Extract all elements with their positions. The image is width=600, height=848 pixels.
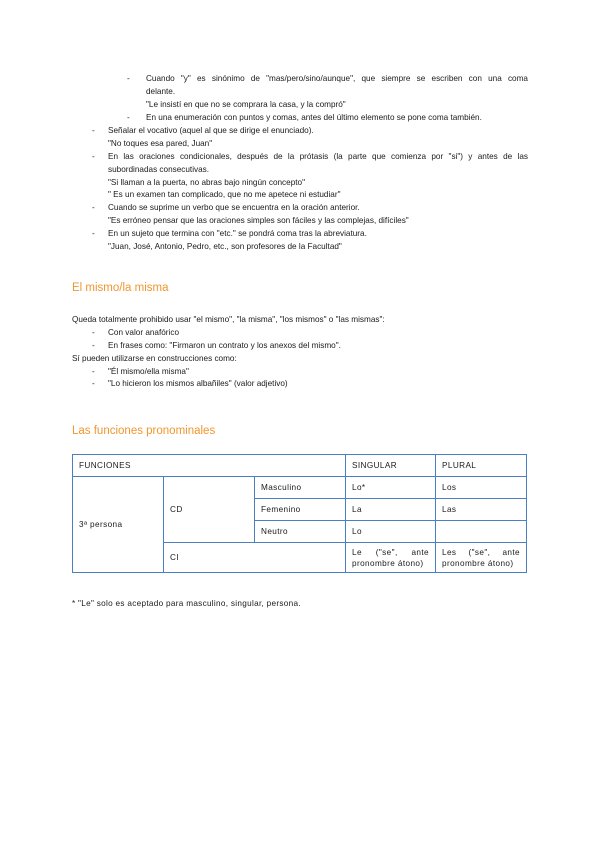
list-item-condicionales-cont: subordinadas consecutivas. — [108, 165, 210, 174]
list-item-condicionales: En las oraciones condicionales, después de la prótasis (la parte que comienza por "si") y antes de las — [108, 152, 528, 161]
cell-masc-plural: Los — [436, 477, 527, 499]
bullet-dash: - — [92, 379, 95, 388]
cell-masc-singular: Lo* — [346, 477, 436, 499]
list-item-enumeracion: En una enumeración con puntos y comas, antes del último elemento se pone coma también. — [146, 113, 482, 122]
example-text: "Juan, José, Antonio, Pedro, etc., son profesores de la Facultad" — [108, 242, 342, 251]
cell-tercera-persona: 3ª persona — [73, 477, 164, 573]
list-item-y-sinonimo: Cuando "y" es sinónimo de "mas/pero/sino/aunque", que siempre se escriben con una coma — [146, 74, 528, 83]
cell-femenino: Femenino — [255, 499, 346, 521]
bullet-dash: - — [127, 74, 130, 83]
paragraph-permitido: Sí pueden utilizarse en construcciones como: — [72, 354, 237, 363]
list-item-etc: En un sujeto que termina con "etc." se pondrá coma tras la abreviatura. — [108, 229, 367, 238]
header-plural: PLURAL — [436, 455, 527, 477]
section-heading-mismo: El mismo/la misma — [72, 282, 169, 294]
example-text: "No toques esa pared, Juan" — [108, 139, 213, 148]
cell-cd: CD — [164, 477, 255, 543]
section-heading-funciones: Las funciones pronominales — [72, 425, 216, 437]
cell-ci-singular: Le ("se", ante pronombre átono) — [346, 543, 436, 573]
list-item-y-sinonimo-cont: delante. — [146, 87, 176, 96]
bullet-dash: - — [92, 203, 95, 212]
table-footnote: * "Le" solo es aceptado para masculino, singular, persona. — [72, 599, 301, 608]
pronoun-functions-table — [72, 454, 527, 573]
bullet-dash: - — [127, 113, 130, 122]
cell-neutro: Neutro — [255, 521, 346, 543]
cell-fem-plural: Las — [436, 499, 527, 521]
cell-neutro-plural — [436, 521, 527, 543]
example-text: "Le insistí en que no se comprara la casa, y la compró" — [146, 100, 346, 109]
cell-neutro-singular: Lo — [346, 521, 436, 543]
bullet-dash: - — [92, 328, 95, 337]
list-item-vocativo: Señalar el vocativo (aquel al que se dirige el enunciado). — [108, 126, 314, 135]
cell-masculino: Masculino — [255, 477, 346, 499]
list-item-anaforico: Con valor anafórico — [108, 328, 179, 337]
example-text: " Es un examen tan complicado, que no me apetece ni estudiar" — [108, 190, 341, 199]
example-text: "Es erróneo pensar que las oraciones simples son fáciles y las complejas, difíciles" — [108, 216, 409, 225]
list-item-el-mismo: "Él mismo/ella misma" — [108, 367, 189, 376]
cell-ci: CI — [164, 543, 346, 573]
header-singular: SINGULAR — [346, 455, 436, 477]
bullet-dash: - — [92, 367, 95, 376]
bullet-dash: - — [92, 152, 95, 161]
bullet-dash: - — [92, 229, 95, 238]
list-item-suprime-verbo: Cuando se suprime un verbo que se encuentra en la oración anterior. — [108, 203, 360, 212]
list-item-albaniles: "Lo hicieron los mismos albañiles" (valor adjetivo) — [108, 379, 288, 388]
cell-ci-plural: Les ("se", ante pronombre átono) — [436, 543, 527, 573]
cell-fem-singular: La — [346, 499, 436, 521]
list-item-frases: En frases como: "Firmaron un contrato y los anexos del mismo". — [108, 341, 341, 350]
header-funciones: FUNCIONES — [73, 455, 346, 477]
example-text: "Si llaman a la puerta, no abras bajo ningún concepto" — [108, 178, 305, 187]
table-row — [73, 477, 527, 499]
bullet-dash: - — [92, 341, 95, 350]
table-header-row — [73, 455, 527, 477]
bullet-dash: - — [92, 126, 95, 135]
paragraph-prohibido: Queda totalmente prohibido usar "el mismo", "la misma", "los mismos" o "las mismas": — [72, 315, 385, 324]
